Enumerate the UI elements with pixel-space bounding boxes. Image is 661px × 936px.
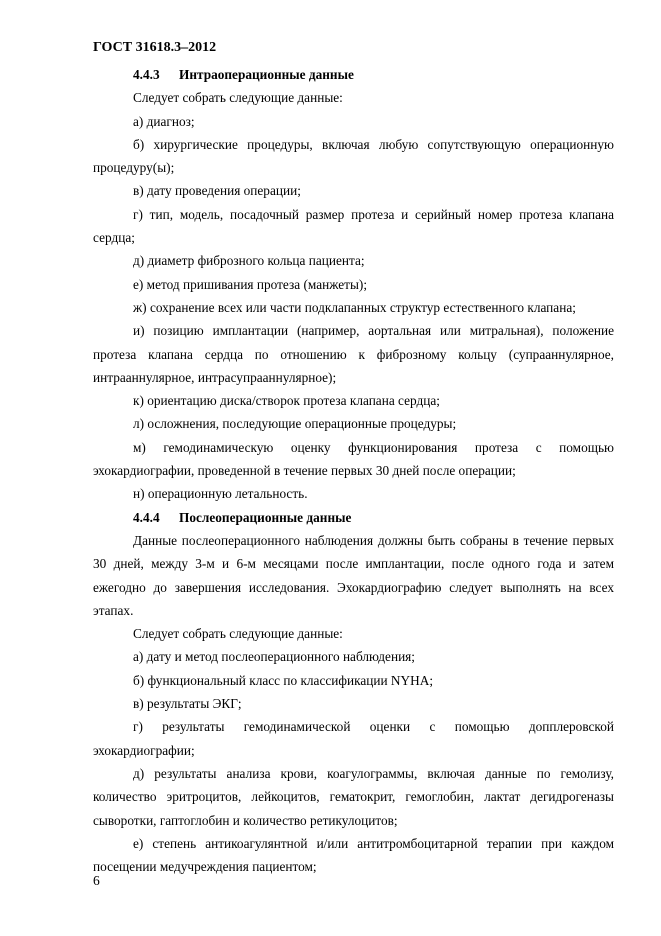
list-item: в) дату проведения операции; — [133, 183, 301, 199]
list-item: а) дату и метод послеоперационного наблюдения; — [133, 649, 415, 665]
list-item: б) функциональный класс по классификации NYHA; — [133, 672, 434, 688]
list-item: а) диагноз; — [133, 113, 195, 129]
list-item: г) результаты гемодинамической оценки с помощью допплеровской эхокардиографии; — [93, 719, 614, 758]
document-header: ГОСТ 31618.3–2012 — [93, 40, 217, 55]
section-heading-443 — [93, 63, 614, 86]
section-intro: Следует собрать следующие данные: — [133, 90, 343, 106]
list-item: е) метод пришивания протеза (манжеты); — [133, 276, 368, 292]
page-number: 6 — [93, 873, 100, 888]
list-item: к) ориентацию диска/створок протеза клапана сердца; — [133, 393, 440, 409]
list-item: г) тип, модель, посадочный размер протеза и серийный номер протеза клапана сердца; — [93, 206, 614, 246]
list-item: в) результаты ЭКГ; — [133, 696, 242, 712]
list-item: н) операционную летальность. — [133, 486, 308, 502]
list-item: ж) сохранение всех или части подклапанных структур естественного клапана; — [133, 299, 576, 315]
list-item: и) позицию имплантации (например, аортальная или митральная), положение протеза клапана сердца по отношению к фиброзному кольцу (супрааннулярное, интрааннулярное, интрасупрааннулярное); — [93, 323, 614, 385]
list-item: е) степень антикоагулянтной и/или антитромбоцитарной терапии при каждом посещении медучреждения пациентом; — [93, 835, 614, 875]
list-item: л) осложнения, последующие операционные процедуры; — [133, 416, 457, 432]
section-heading-444 — [93, 506, 614, 529]
list-item: д) диаметр фиброзного кольца пациента; — [133, 253, 365, 269]
list-item: б) хирургические процедуры, включая любую сопутствующую операционную процедуру(ы); — [93, 136, 614, 176]
section-title: Послеоперационные данные — [179, 509, 352, 525]
section-number: 4.4.3 — [133, 67, 160, 82]
list-item: м) гемодинамическую оценку функционирования протеза с помощью эхокардиографии, проведенной в течение первых 30 дней после операции; — [93, 439, 614, 479]
section-title: Интраоперационные данные — [179, 67, 354, 82]
section-paragraph: Данные послеоперационного наблюдения должны быть собраны в течение первых 30 дней, между 3-м и 6-м месяцами после имплантации, после одного года и затем ежегодно до завершения исследования. Эхокардиографию следует выполнять на всех этапах. — [93, 532, 614, 618]
section-intro: Следует собрать следующие данные: — [133, 626, 343, 642]
section-number: 4.4.4 — [133, 509, 160, 525]
list-item: д) результаты анализа крови, коагулограммы, включая данные по гемолизу, количество эритроцитов, лейкоцитов, гематокрит, гемоглобин, лактат дегидрогеназы сыворотки, гаптоглобин и количество ретикулоцитов; — [93, 765, 614, 828]
document-body — [93, 63, 614, 878]
